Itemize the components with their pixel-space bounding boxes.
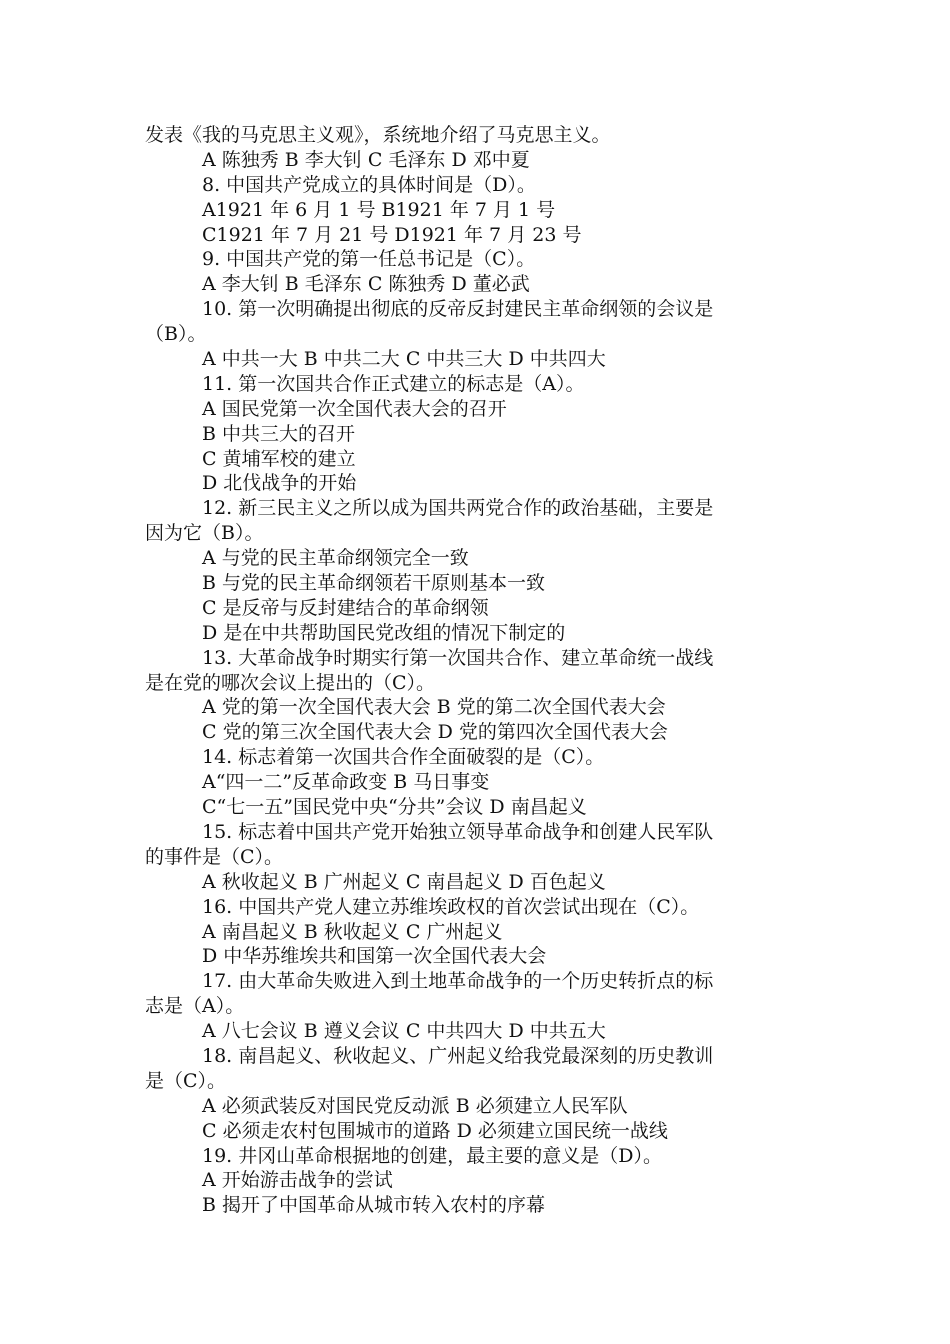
text-line: B 与党的民主革命纲领若干原则基本一致 <box>202 572 546 595</box>
text-line: B 中共三大的召开 <box>202 422 356 445</box>
text-line: A 秋收起义 B 广州起义 C 南昌起义 D 百色起义 <box>202 870 606 893</box>
text-line: 17. 由大革命失败进入到土地革命战争的一个历史转折点的标 <box>202 970 714 993</box>
text-line: A1921 年 6 月 1 号 B1921 年 7 月 1 号 <box>202 198 556 221</box>
text-line: 的事件是（C）。 <box>145 845 284 868</box>
text-line: A 与党的民主革命纲领完全一致 <box>202 547 469 570</box>
text-line: 是在党的哪次会议上提出的（C）。 <box>145 671 436 694</box>
text-line: A 党的第一次全国代表大会 B 党的第二次全国代表大会 <box>202 696 666 719</box>
text-line: A 南昌起义 B 秋收起义 C 广州起义 <box>202 920 503 943</box>
text-line: D 中华苏维埃共和国第一次全国代表大会 <box>202 945 547 968</box>
text-line: （B）。 <box>145 323 207 346</box>
text-line: A 八七会议 B 遵义会议 C 中共四大 D 中共五大 <box>202 1020 606 1043</box>
text-line: A“四一二”反革命政变 B 马日事变 <box>202 771 490 794</box>
text-line: D 是在中共帮助国民党改组的情况下制定的 <box>202 621 566 644</box>
text-line: 13. 大革命战争时期实行第一次国共合作、建立革命统一战线 <box>202 646 714 669</box>
text-line: 因为它（B）。 <box>145 522 264 545</box>
text-line: 12. 新三民主义之所以成为国共两党合作的政治基础，主要是 <box>202 497 714 520</box>
text-line: 15. 标志着中国共产党开始独立领导革命战争和创建人民军队 <box>202 820 714 843</box>
text-line: 志是（A）。 <box>145 995 245 1018</box>
text-line: C 黄埔军校的建立 <box>202 447 356 470</box>
text-line: 19. 井冈山革命根据地的创建，最主要的意义是（D）。 <box>202 1144 662 1167</box>
text-line: A 国民党第一次全国代表大会的召开 <box>202 397 507 420</box>
text-line: C 是反帝与反封建结合的革命纲领 <box>202 596 489 619</box>
text-line: C 必须走农村包围城市的道路 D 必须建立国民统一战线 <box>202 1119 668 1142</box>
text-line: A 陈独秀 B 李大钊 C 毛泽东 D 邓中夏 <box>202 148 530 171</box>
text-line: A 必须武装反对国民党反动派 B 必须建立人民军队 <box>202 1094 628 1117</box>
text-line: A 李大钊 B 毛泽东 C 陈独秀 D 董必武 <box>202 273 530 296</box>
text-line: 9. 中国共产党的第一任总书记是（C）。 <box>202 248 536 271</box>
text-line: C“七一五”国民党中央“分共”会议 D 南昌起义 <box>202 796 587 819</box>
text-line: 10. 第一次明确提出彻底的反帝反封建民主革命纲领的会议是 <box>202 298 714 321</box>
text-line: C1921 年 7 月 21 号 D1921 年 7 月 23 号 <box>202 223 582 246</box>
text-line: D 北伐战争的开始 <box>202 472 357 495</box>
text-line: 是（C）。 <box>145 1069 227 1092</box>
document-page <box>145 123 810 1218</box>
text-line: 发表《我的马克思主义观》，系统地介绍了马克思主义。 <box>145 124 611 146</box>
text-line: A 中共一大 B 中共二大 C 中共三大 D 中共四大 <box>202 348 606 371</box>
text-line: C 党的第三次全国代表大会 D 党的第四次全国代表大会 <box>202 721 668 744</box>
text-line: 16. 中国共产党人建立苏维埃政权的首次尝试出现在（C）。 <box>202 895 700 918</box>
text-line: 18. 南昌起义、秋收起义、广州起义给我党最深刻的历史教训 <box>202 1044 714 1067</box>
text-line: B 揭开了中国革命从城市转入农村的序幕 <box>202 1194 546 1217</box>
text-line: 11. 第一次国共合作正式建立的标志是（A）。 <box>202 372 585 395</box>
text-line: 14. 标志着第一次国共合作全面破裂的是（C）。 <box>202 746 605 769</box>
text-line: 8. 中国共产党成立的具体时间是（D）。 <box>202 173 536 196</box>
text-line: A 开始游击战争的尝试 <box>202 1169 393 1192</box>
